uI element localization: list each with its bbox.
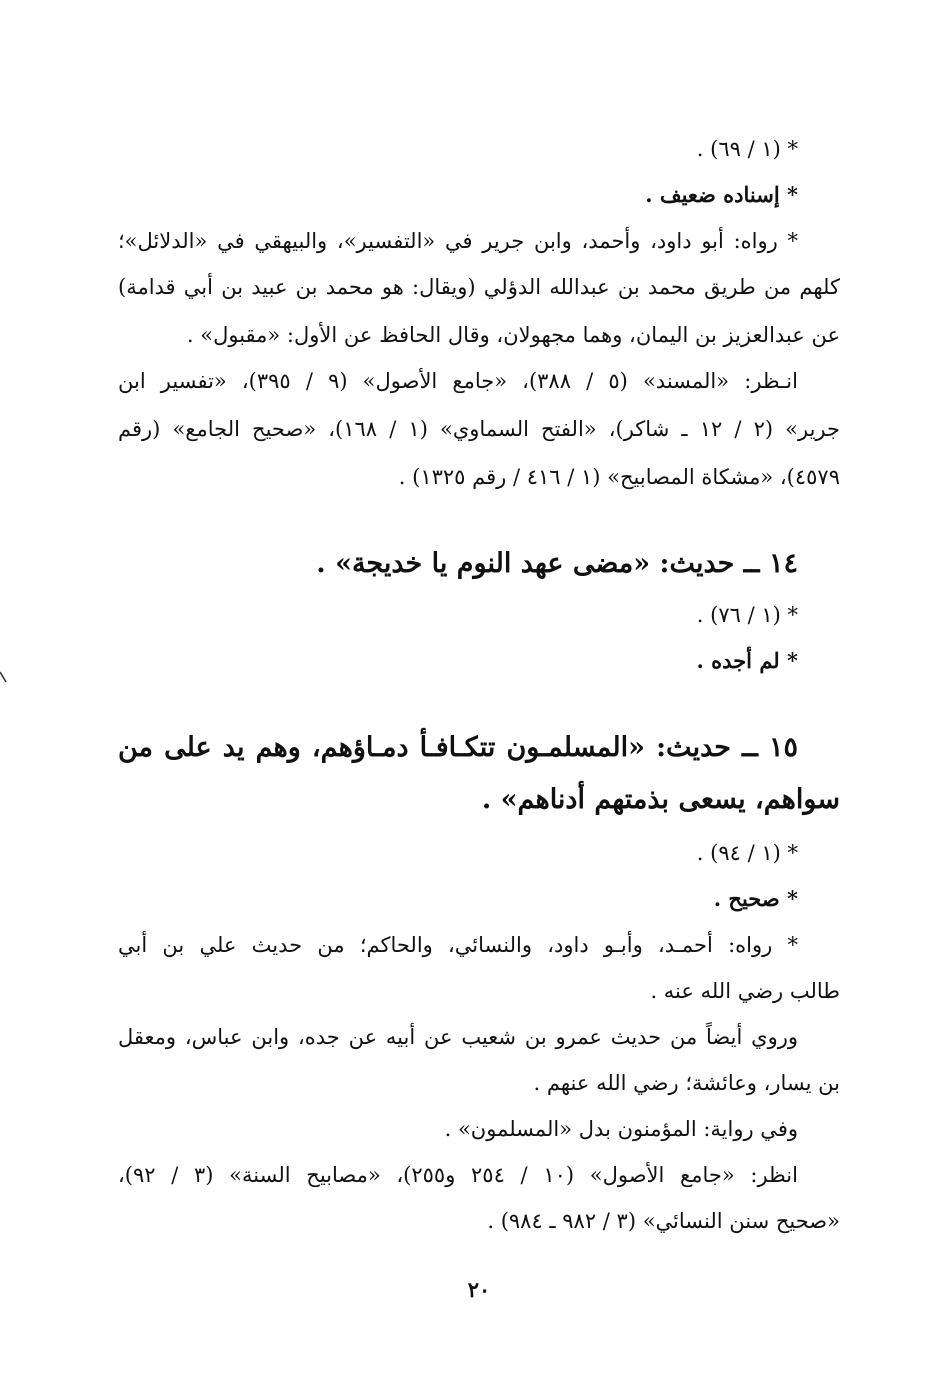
reference-line: انـظر: «المسند» (٥ / ٣٨٨)، «جامع الأصول» (٩ / ٣٩٥)، «تفسير ابن xyxy=(118,369,798,393)
page-number: ٢٠ xyxy=(467,1277,491,1302)
hadith-heading-15: ١٥ ــ حديث: «المسلمـون تتكـافـأ دمـاؤهم، وهم يد على من xyxy=(118,732,798,763)
reference-line: ٤٥٧٩)، «مشكاة المصابيح» (١ / ٤١٦ / رقم ١٣٢٥) . xyxy=(398,465,840,489)
reference-line: انظر: «جامع الأصول» (١٠ / ٢٥٤ و٢٥٥)، «مصابيح السنة» (٣ / ٩٢)، xyxy=(118,1163,798,1187)
citation-line: * (١ / ٧٦) . xyxy=(696,603,798,627)
hadith-heading-14: ١٤ ــ حديث: «مضى عهد النوم يا خديجة» . xyxy=(316,548,798,579)
scan-edge-mark xyxy=(0,670,10,686)
hadith-heading-15-continued: سواهم، يسعى بذمتهم أدناهم» . xyxy=(481,784,840,815)
citation-line: * (١ / ٦٩) . xyxy=(696,137,798,161)
grading-line: * إسناده ضعيف . xyxy=(645,182,798,207)
narration-line: * رواه: أحمـد، وأبـو داود، والنسائي، والحاكم؛ من حديث علي بن أبي xyxy=(118,933,798,957)
narration-line: عن عبدالعزيز بن اليمان، وهما مجهولان، وقال الحافظ عن الأول: «مقبول» . xyxy=(186,323,840,347)
narration-line: وروي أيضاً من حديث عمرو بن شعيب عن أبيه عن جده، وابن عباس، ومعقل xyxy=(118,1025,798,1049)
narration-line: * رواه: أبو داود، وأحمد، وابن جرير في «التفسير»، والبيهقي في «الدلائل»؛ xyxy=(118,229,798,253)
grading-line: * صحيح . xyxy=(713,886,798,911)
page-body xyxy=(118,118,840,1368)
variant-line: وفي رواية: المؤمنون بدل «المسلمون» . xyxy=(444,1117,798,1141)
narration-line: بن يسار، وعائشة؛ رضي الله عنهم . xyxy=(533,1071,840,1095)
narration-line: طالب رضي الله عنه . xyxy=(650,979,840,1003)
narration-line: كلهم من طريق محمد بن عبدالله الدؤلي (ويقال: هو محمد بن عبيد بن أبي قدامة) xyxy=(118,275,840,299)
reference-line: جرير» (٢ / ١٢ ـ شاكر)، «الفتح السماوي» (١ / ١٦٨)، «صحيح الجامع» (رقم xyxy=(118,417,840,441)
grading-line: * لم أجده . xyxy=(696,648,798,673)
citation-line: * (١ / ٩٤) . xyxy=(696,841,798,865)
reference-line: «صحيح سنن النسائي» (٣ / ٩٨٢ ـ ٩٨٤) . xyxy=(487,1209,840,1233)
